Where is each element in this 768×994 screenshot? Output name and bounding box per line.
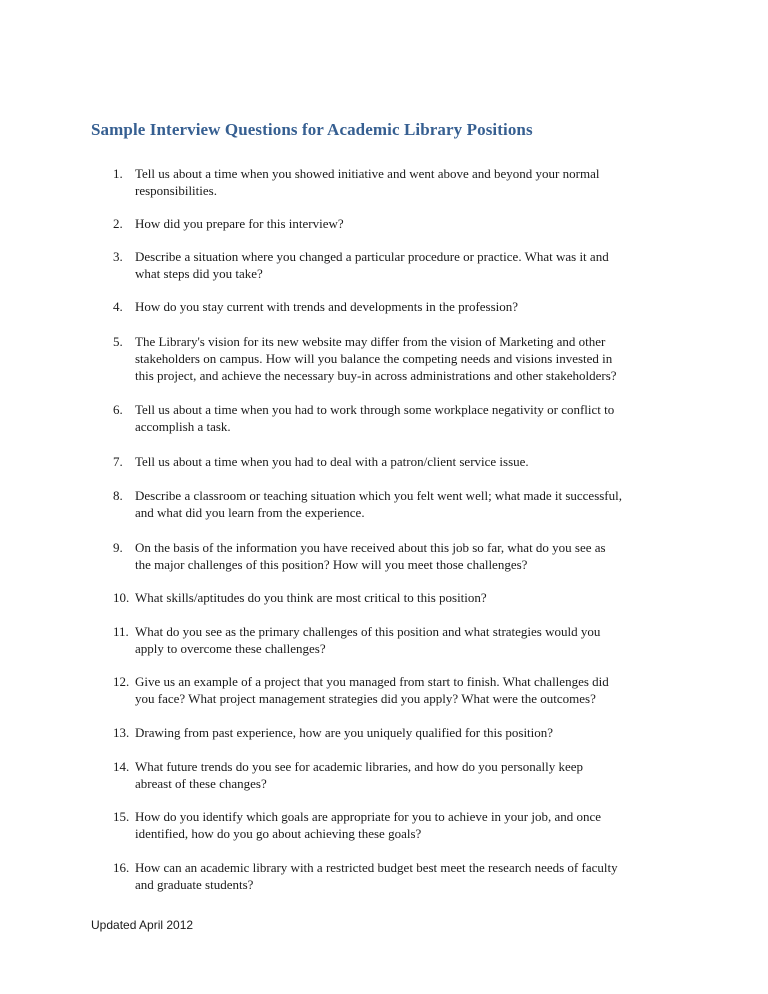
question-text: What do you see as the primary challenges of this position and what strategies would you apply to overcome these challenges? [135, 624, 601, 656]
question-text: What future trends do you see for academic libraries, and how do you personally keep abreast of these changes? [135, 759, 583, 791]
document-title: Sample Interview Questions for Academic Library Positions [91, 120, 533, 139]
question-number: 13. [113, 725, 130, 740]
question-text: How can an academic library with a restricted budget best meet the research needs of faculty and graduate students? [135, 860, 618, 892]
question-number: 11. [113, 624, 129, 639]
question-text: Drawing from past experience, how are you uniquely qualified for this position? [135, 725, 554, 740]
question-number: 5. [113, 334, 123, 349]
question-number: 2. [113, 216, 123, 231]
question-number: 1. [113, 166, 123, 181]
question-text: Describe a situation where you changed a particular procedure or practice. What was it and what steps did you take? [135, 249, 609, 281]
question-number: 7. [113, 454, 123, 469]
document-footer: Updated April 2012 [91, 918, 194, 932]
question-text: Give us an example of a project that you managed from start to finish. What challenges did you face? What project management strategies did you apply? What were the outcomes? [135, 674, 609, 706]
question-text: What skills/aptitudes do you think are most critical to this position? [135, 590, 487, 605]
question-text: The Library's vision for its new website may differ from the vision of Marketing and other stakeholders on campus. How will you balance the competing needs and visions invested in this project, and achieve the necessary buy-in across administrations and other stakeholders? [135, 334, 617, 383]
question-number: 16. [113, 860, 130, 875]
question-text: Tell us about a time when you had to work through some workplace negativity or conflict to accomplish a task. [135, 402, 615, 434]
question-number: 6. [113, 402, 123, 417]
question-text: Tell us about a time when you showed initiative and went above and beyond your normal responsibilities. [135, 166, 600, 198]
question-number: 8. [113, 488, 123, 503]
question-number: 12. [113, 674, 130, 689]
question-number: 3. [113, 249, 123, 264]
question-text: How do you stay current with trends and developments in the profession? [135, 299, 519, 314]
question-number: 9. [113, 540, 123, 555]
question-text: Tell us about a time when you had to deal with a patron/client service issue. [135, 454, 529, 469]
question-number: 4. [113, 299, 123, 314]
question-number: 10. [113, 590, 130, 605]
question-number: 14. [113, 759, 130, 774]
question-text: How do you identify which goals are appropriate for you to achieve in your job, and once identified, how do you go about achieving these goals? [135, 809, 602, 841]
question-number: 15. [113, 809, 130, 824]
question-text: On the basis of the information you have received about this job so far, what do you see as the major challenges of this position? How will you meet those challenges? [135, 540, 606, 572]
question-text: How did you prepare for this interview? [135, 216, 344, 231]
question-text: Describe a classroom or teaching situation which you felt went well; what made it successful, and what did you learn from the experience. [135, 488, 622, 520]
